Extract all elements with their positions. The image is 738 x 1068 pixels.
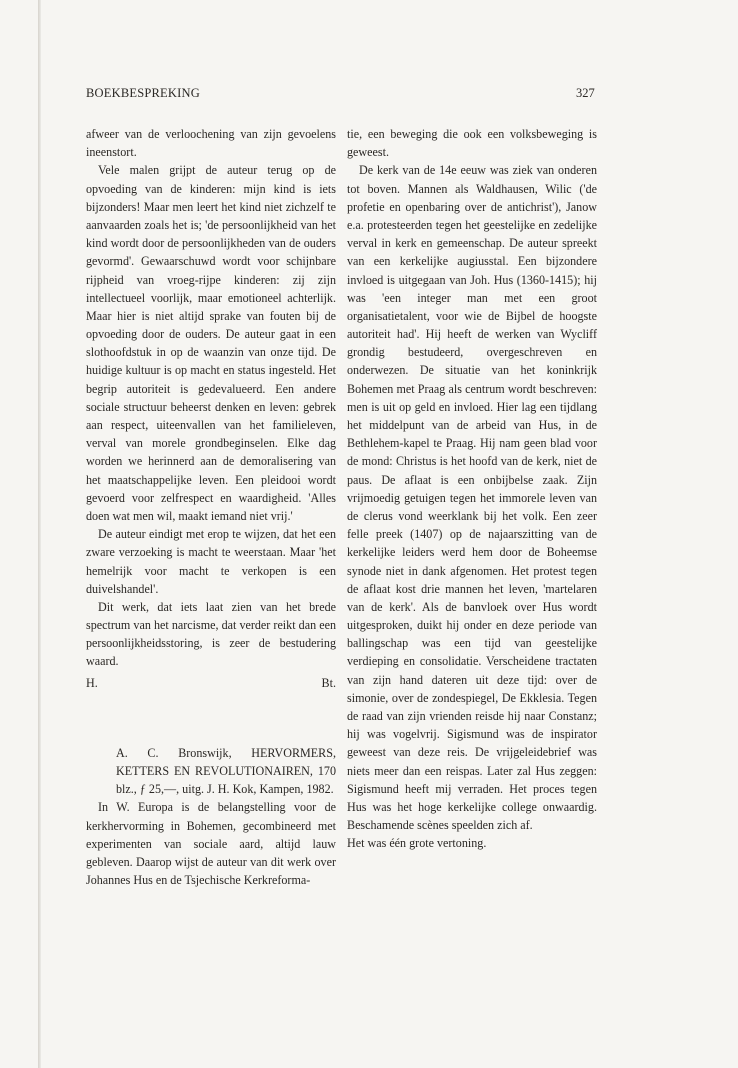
paragraph-continuation: tie, een beweging die ook een volksbeweging is geweest. [347, 127, 597, 160]
paragraph-intro: afweer van de verloochening van zijn gevoelens ineenstort. [86, 127, 336, 160]
right-column [347, 125, 597, 853]
signature-abbrev: Bt. [321, 675, 336, 690]
page-number: 327 [576, 86, 595, 100]
book-reference: A. C. Bronswijk, HERVORMERS, KETTERS EN REVOLUTIONAIREN, 170 blz., ƒ 25,—, uitg. J. H. Kok, Kampen, 1982. [116, 745, 336, 797]
scan-edge [38, 0, 41, 1068]
review-signature [86, 674, 336, 692]
paragraph-kerk: De kerk van de 14e eeuw was ziek van onderen tot boven. Mannen als Waldhausen, Wilic ('de profetie en openbaring over de antichrist'), Janow e.a. protesteerden tegen het geestelijke en zedelijke verval in kerk en gemeenschap. De auteur spreekt van een kerkelijke augiusstal. Een bijzondere invloed is uitgegaan van Joh. Hus (1360-1415); hij was 'een integer man met een groot organisatietalent, voor wie de Bijbel de hoogste autoriteit had'. Hij heeft de werken van Wycliff grondig bestudeerd, overgeschreven en onderwezen. De situatie van het koninkrijk Bohemen met Praag als centrum wordt beschreven: men is uit op geld en invloed. Hier lag een tijdlang het middelpunt van de arbeid van Hus, in de Bethlehem-kapel te Praag. Hij nam geen blad voor de mond: Christus is het hoofd van de kerk, niet de paus. De aflaat is een onbijbelse zaak. Zijn vrijmoedig getuigen tegen het immorele leven van de clerus vond weerklank bij het volk. Een zeer felle preek (1407) op de najaarszitting van de kerkelijke leiders werd hem door de Boheemse synode niet in dank afgenomen. Het protest tegen de aflaat kost drie mannen het leven, 'martelaren van de kerk'. Als de banvloek over Hus wordt uitgesproken, duikt hij onder en deze periode van ballingschap was een tijd van geestelijke verdieping en consolidatie. Verscheidene tractaten van zijn hand dateren uit deze tijd: over de simonie, over de zondespiegel, De Ekklesia. Tegen de raad van zijn vrienden reisde hij naar Constanz; hij was vogelvrij. Sigismund was de inspirator geweest van deze reis. De vrijgeleidebrief was niets meer dan een reispas. Later zal Hus zeggen: Sigismund heeft mij verraden. Het proces tegen Hus was het hoge kerkelijke college onwaardig. Beschamende scènes speelden zich af. [347, 163, 597, 833]
section-spacer [86, 692, 336, 744]
paragraph-last-line: Het was één grote vertoning. [347, 836, 487, 851]
running-header: BOEKBESPREKING [86, 86, 200, 100]
paragraph-europa: In W. Europa is de belangstelling voor de kerkhervorming in Bohemen, gecombineerd met experimenten van sociale aard, altijd lauw gebleven. Daarop wijst de auteur van dit werk over Johannes Hus en de Tsjechische Kerkreforma- [86, 800, 336, 888]
left-column [86, 125, 336, 889]
paragraph-evaluatie: Dit werk, dat iets laat zien van het brede spectrum van het narcisme, dat verder reikt dan een persoonlijkheidsstoring, is zeer de bestudering waard. [86, 599, 336, 669]
paragraph-conclusie: De auteur eindigt met erop te wijzen, dat het een zware verzoeking is macht te weerstaan. Maar 'het hemelrijk voor macht te verkopen is een duivelshandel'. [86, 527, 336, 596]
signature-initial: H. [86, 675, 98, 690]
paragraph-opvoeding: Vele malen grijpt de auteur terug op de opvoeding van de kinderen: mijn kind is iets bijzonders! Maar men leert het kind niet zichzelf te aanvaarden zoals het is; 'de persoonlijkheid van het kind wordt door de persoonlijkheden van de ouders gevormd'. Gewaarschuwd wordt voor schijnbare rijpheid van vroeg-rijpe kinderen: zij zijn intellectueel voorlijk, maar emotioneel achterlijk. Maar hier is niet altijd sprake van fouten bij de opvoeding door de ouders. De auteur gaat in een slothoofdstuk in op de waanzin van onze tijd. De huidige kultuur is op macht en status ingesteld. Het begrip autoriteit is gedevalueerd. Een andere sociale structuur beheerst denken en leven: gebrek aan respect, uiteenvallen van het familieleven, verval van morele grondbeginselen. Elke dag worden we herinnerd aan de demoralisering van het maatschappelijke leven. Een pleidooi wordt gevoerd voor zelfrespect en waardigheid. 'Alles doen wat men wil, maakt iemand niet vrij.' [86, 163, 336, 523]
